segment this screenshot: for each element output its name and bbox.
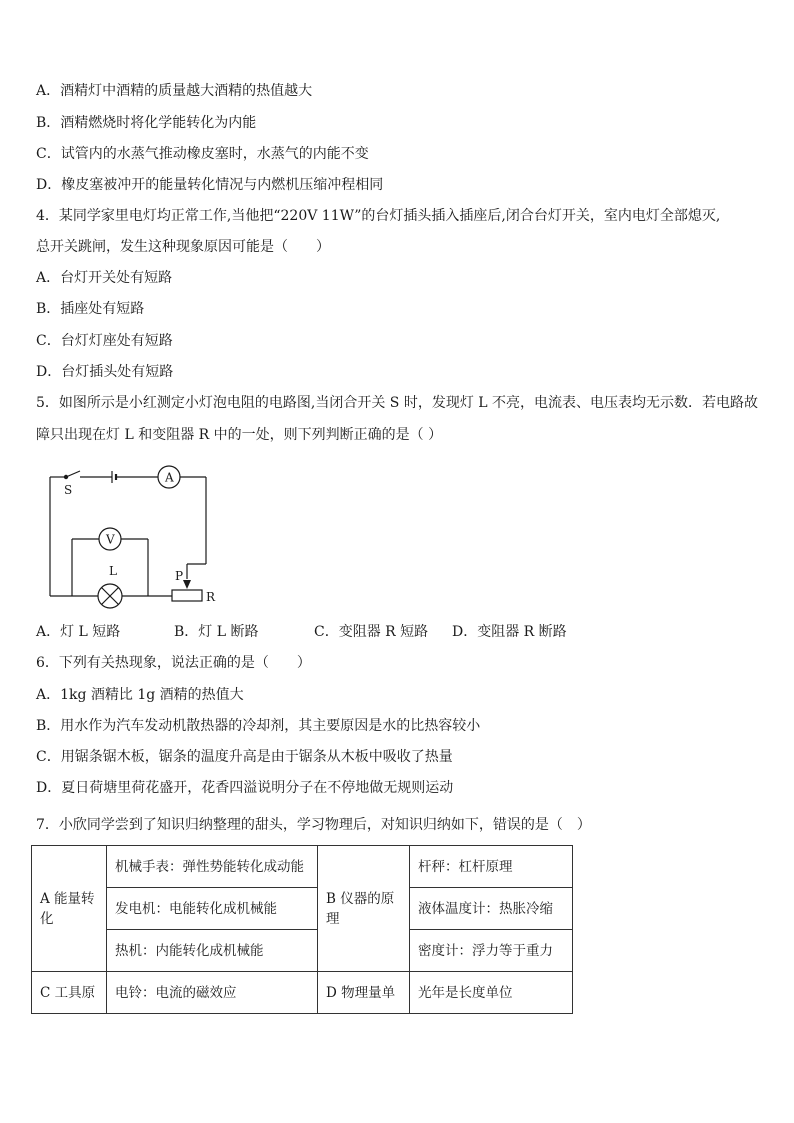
q4-stem-line2: 总开关跳闸，发生这种现象原因可能是（ ）: [36, 239, 330, 255]
cell-b-row1: 杆秤：杠杆原理: [410, 846, 573, 888]
slider-arrow: [183, 580, 191, 589]
q5-option-b: B．灯 L 断路: [174, 624, 259, 640]
rheostat-label: R: [206, 590, 216, 604]
cell-a-row1: 机械手表：弹性势能转化成动能: [107, 846, 318, 888]
cell-d-head: D 物理量单: [318, 972, 410, 1014]
q3-option-a: A．酒精灯中酒精的质量越大酒精的热值越大: [36, 83, 313, 99]
q6-stem: 6．下列有关热现象，说法正确的是（ ）: [36, 655, 311, 671]
q3-option-c: C．试管内的水蒸气推动橡皮塞时，水蒸气的内能不变: [36, 146, 369, 162]
q6-option-b: B．用水作为汽车发动机散热器的冷却剂，其主要原因是水的比热容较小: [36, 718, 481, 734]
cell-c-row: 电铃：电流的磁效应: [107, 972, 318, 1014]
knowledge-table: [31, 845, 573, 1014]
q4-option-a: A．台灯开关处有短路: [36, 270, 173, 286]
voltmeter-label: V: [106, 532, 115, 547]
q4-option-b: B．插座处有短路: [36, 301, 145, 317]
q5-option-a: A．灯 L 短路: [36, 624, 121, 640]
q7-stem: 7．小欣同学尝到了知识归纳整理的甜头，学习物理后，对知识归纳如下，错误的是（ ）: [36, 817, 591, 833]
q5-option-c: C．变阻器 R 短路: [314, 624, 429, 640]
cell-a-head: A 能量转化: [32, 846, 107, 972]
rheostat-body: [172, 590, 202, 601]
cell-b-head: B 仪器的原理: [318, 846, 410, 972]
cell-c-head: C 工具原: [32, 972, 107, 1014]
q5-option-d: D．变阻器 R 断路: [452, 624, 567, 640]
q3-option-d: D．橡皮塞被冲开的能量转化情况与内燃机压缩冲程相同: [36, 177, 384, 193]
q5-stem-line1: 5．如图所示是小红测定小灯泡电阻的电路图,当闭合开关 S 时，发现灯 L 不亮，电流表、电压表均无示数．若电路故: [36, 395, 759, 411]
q4-stem-line1: 4．某同学家里电灯均正常工作,当他把“220V 11W”的台灯插头插入插座后,闭合台灯开关，室内电灯全部熄灭,: [36, 208, 721, 224]
switch-label: S: [64, 483, 73, 497]
q6-option-a: A．1kg 酒精比 1g 酒精的热值大: [36, 687, 244, 703]
cell-b-row2: 液体温度计：热胀冷缩: [410, 888, 573, 930]
cell-d-row: 光年是长度单位: [410, 972, 573, 1014]
ammeter-label: A: [165, 470, 174, 485]
switch-blade: [66, 471, 80, 477]
cell-a-row2: 发电机：电能转化成机械能: [107, 888, 318, 930]
q3-option-b: B．酒精燃烧时将化学能转化为内能: [36, 115, 257, 131]
slider-label: P: [175, 569, 184, 583]
q4-option-c: C．台灯灯座处有短路: [36, 333, 173, 349]
q6-option-c: C．用锯条锯木板，锯条的温度升高是由于锯条从木板中吸收了热量: [36, 749, 453, 765]
cell-a-row3: 热机：内能转化成机械能: [107, 930, 318, 972]
circuit-diagram: [36, 462, 236, 612]
q4-option-d: D．台灯插头处有短路: [36, 364, 174, 380]
q5-stem-line2: 障只出现在灯 L 和变阻器 R 中的一处，则下列判断正确的是（ ）: [36, 427, 443, 443]
q6-option-d: D．夏日荷塘里荷花盛开，花香四溢说明分子在不停地做无规则运动: [36, 780, 454, 796]
lamp-label: L: [109, 564, 117, 578]
cell-b-row3: 密度计：浮力等于重力: [410, 930, 573, 972]
